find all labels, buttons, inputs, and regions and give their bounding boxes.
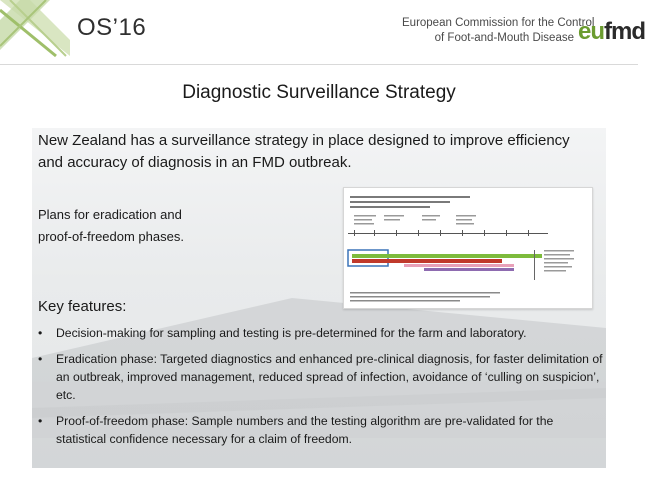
commission-line-2: of Foot-and-Mouth Disease: [434, 32, 574, 44]
key-features-list: [38, 324, 603, 456]
commission-line-1: European Commission for the Control: [402, 17, 595, 29]
intro-paragraph: New Zealand has a surveillance strategy in place designed to improve efficiency and accuracy of diagnosis in an FMD outbreak.: [38, 132, 570, 171]
eufmd-logo-suffix: fmd: [604, 18, 645, 45]
slide-header: [0, 0, 645, 65]
plans-text: [38, 204, 278, 248]
eufmd-logo: [578, 18, 645, 46]
plans-line-2: proof-of-freedom phases.: [38, 229, 184, 244]
header-divider: [0, 64, 638, 65]
bullet-icon: •: [38, 414, 43, 428]
list-item: [38, 412, 603, 448]
bullet-icon: •: [38, 326, 43, 340]
list-item-text: Proof-of-freedom phase: Sample numbers and the testing algorithm are pre-validated for the statistical confidence necessary for a claim of freedom.: [56, 414, 554, 446]
bullet-icon: •: [38, 352, 43, 366]
list-item-text: Eradication phase: Targeted diagnostics and enhanced pre-clinical diagnosis, for faster delimitation of an outbreak, improved management, reduced spread of infection, avoidance of ‘culling on suspicion’, etc.: [56, 352, 603, 402]
timeline-figure-icon: [344, 188, 592, 308]
event-logo: OS’16: [77, 14, 147, 41]
eufmd-logo-prefix: eu: [578, 18, 605, 45]
timeline-figure: [343, 187, 593, 309]
corner-decoration-icon: [0, 0, 70, 56]
plans-line-1: Plans for eradication and: [38, 207, 182, 222]
list-item: [38, 324, 603, 342]
key-features-heading: Key features:: [38, 298, 127, 315]
list-item: [38, 350, 603, 404]
list-item-text: Decision-making for sampling and testing is pre-determined for the farm and laboratory.: [56, 326, 527, 340]
commission-name: [402, 16, 595, 46]
slide-title: Diagnostic Surveillance Strategy: [182, 82, 456, 103]
